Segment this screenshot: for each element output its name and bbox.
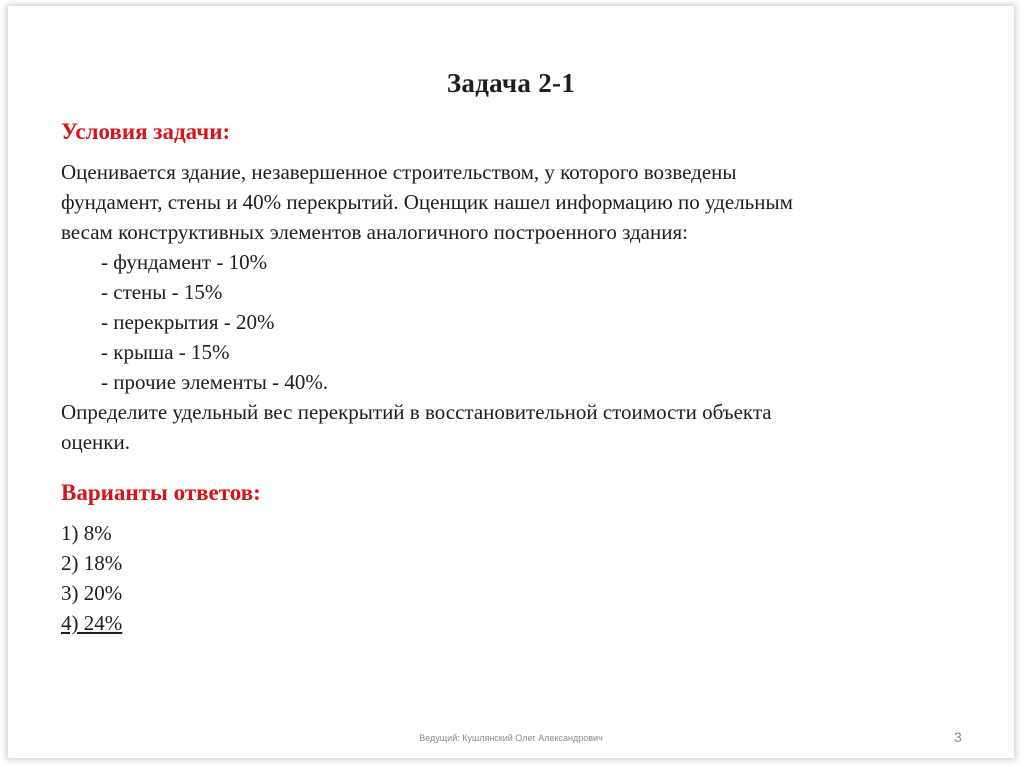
footer-presenter: Ведущий: Кушлянский Олег Александрович [419, 733, 603, 743]
element-item-walls: - стены - 15% [101, 280, 223, 304]
answer-option-3: 3) 20% [61, 581, 123, 605]
page-number: 3 [954, 729, 962, 745]
answer-option-1: 1) 8% [61, 521, 112, 545]
problem-text [61, 157, 981, 457]
slide-title: Задача 2-1 [446, 68, 576, 98]
answers-heading: Варианты ответов: [61, 480, 261, 505]
element-item-other: - прочие элементы - 40%. [101, 370, 329, 394]
element-item-floors: - перекрытия - 20% [101, 310, 275, 334]
conditions-line: Оценивается здание, незавершенное строительством, у которого возведены [61, 160, 737, 184]
conditions-heading: Условия задачи: [61, 119, 231, 144]
answer-option-4: 4) 24% [61, 611, 123, 635]
slide-frame [8, 6, 1014, 758]
slide [8, 6, 1014, 758]
answer-option-2: 2) 18% [61, 551, 123, 575]
conditions-line: фундамент, стены и 40% перекрытий. Оценщик нашел информацию по удельным [61, 190, 793, 214]
element-item-foundation: - фундамент - 10% [101, 250, 268, 274]
answer-list [61, 518, 122, 638]
element-item-roof: - крыша - 15% [101, 340, 230, 364]
question-line: Определите удельный вес перекрытий в восстановительной стоимости объекта [61, 400, 772, 424]
conditions-line: весам конструктивных элементов аналогичного построенного здания: [61, 220, 688, 244]
question-line: оценки. [61, 430, 130, 454]
